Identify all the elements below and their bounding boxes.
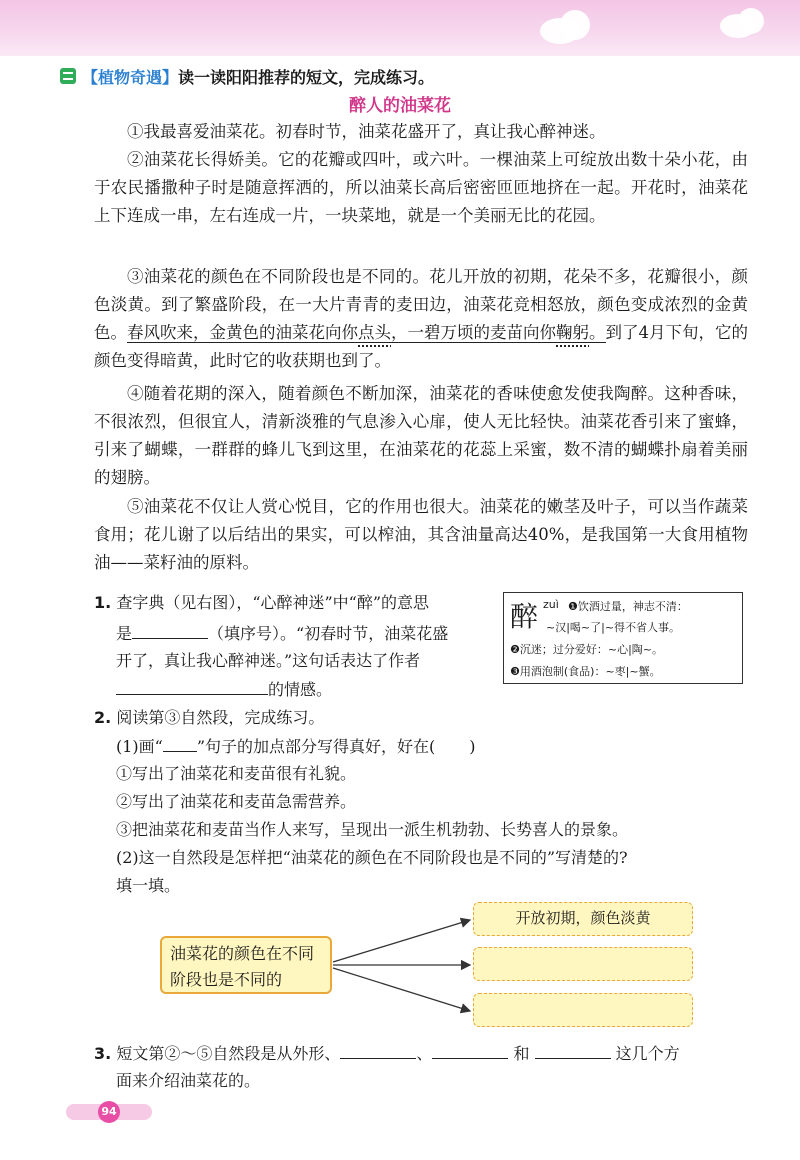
paragraph-2: ②油菜花长得娇美。它的花瓣或四叶，或六叶。一棵油菜上可绽放出数十朵小花，由于农民播撒种子时是随意挥洒的，所以油菜长高后密密匝匝地挤在一起。开花时，油菜花上下连成一串，左右连成一片，一块菜地，就是一个美丽无比的花园。: [94, 150, 748, 225]
paragraph-4: ④随着花期的深入，随着颜色不断加深，油菜花的香味使愈发使我陶醉。这种香味，不很浓烈，但很宜人，清新淡雅的气息渗入心扉，使人无比轻快。油菜花香引来了蜜蜂，引来了蝴蝶，一群群的蜂儿飞到这里，在油菜花的花蕊上采蜜，数不清的蝴蝶扑扇着美丽的翅膀。: [94, 384, 748, 487]
answer-blank[interactable]: [535, 1040, 611, 1059]
question-2-sub-2: (2)这一自然段是怎样把“油菜花的颜色在不同阶段也是不同的”写清楚的?: [116, 848, 628, 867]
dict-meaning-1: ❶饮酒过量，神志不清：: [568, 600, 688, 613]
question-number: 1.: [94, 593, 112, 612]
diagram-box-1[interactable]: 开放初期，颜色淡黄: [473, 902, 693, 936]
question-number: 2.: [94, 708, 112, 727]
paragraph-1: ①我最喜爱油菜花。初春时节，油菜花盛开了，真让我心醉神迷。: [127, 122, 606, 141]
question-3-line-2: 面来介绍油菜花的。: [116, 1071, 261, 1090]
dict-meaning-2: ❷沉迷；过分爱好：~心|陶~。: [510, 643, 664, 656]
dict-character: 醉: [510, 600, 539, 633]
section-instruction: 读一读阳阳推荐的短文，完成练习。: [178, 67, 435, 87]
underlined-sentence: 春风吹来，金黄色的油菜花向你点头，一碧万顷的麦苗向你鞠躬。: [127, 323, 606, 342]
question-2-title: 2. 阅读第③自然段，完成练习。: [94, 708, 325, 727]
paragraph-5: ⑤油菜花不仅让人赏心悦目，它的作用也很大。油菜花的嫩茎及叶子，可以当作蔬菜食用；花儿谢了以后结出的果实，可以榨油，其含油量高达40%，是我国第一大食用植物油——菜籽油的原料。: [94, 497, 748, 572]
dotted-word: 点头: [358, 323, 391, 342]
question-1-line-2: 是 （填序号）。“初春时节，油菜花盛: [116, 620, 448, 647]
dict-meaning-3: ❸用酒泡制(食品)：~枣|~蟹。: [510, 665, 661, 678]
section-tag: 【植物奇遇】: [82, 67, 179, 87]
answer-blank[interactable]: [340, 1040, 416, 1059]
paragraph-3-start: ③油菜花的颜色在不同阶段也是不同的。花儿开放的初期，花朵不多，花瓣很小，颜色淡黄。到了繁盛阶段，在一大片青青的麦田边，油菜花竞相怒放，颜色变成浓烈的金黄色。: [94, 267, 748, 342]
paragraph-3-end: 到了4月下旬，它的颜色变得暗黄，此时它的收获期也到了。: [94, 323, 748, 370]
diagram-box-3[interactable]: [473, 993, 693, 1027]
diagram-source-box: 油菜花的颜色在不同阶段也是不同的: [160, 936, 332, 994]
question-1-line-3: 开了，真让我心醉神迷。”这句话表达了作者: [116, 651, 421, 670]
diagram-box-2[interactable]: [473, 947, 693, 981]
question-number: 3.: [94, 1044, 112, 1063]
question-2-sub-1: (1)画“ ”句子的加点部分写得真好，好在( ): [116, 733, 476, 760]
answer-blank[interactable]: [432, 1040, 508, 1059]
question-1-line-1: 1. 查字典（见右图），“心醉神迷”中“醉”的意思: [94, 593, 430, 612]
option-2[interactable]: ②写出了油菜花和麦苗急需营养。: [116, 792, 357, 811]
dict-meaning-1-examples: ~汉|喝~了|~得不省人事。: [546, 621, 681, 634]
page-number: 94: [98, 1101, 120, 1123]
dict-pinyin: zuì: [543, 598, 559, 611]
question-3-line-1: 3. 短文第②～⑤自然段是从外形、 、 和 这几个方: [94, 1040, 680, 1067]
dotted-word: 鞠躬: [556, 323, 589, 342]
arrow-to-box-1: [333, 920, 470, 962]
question-1-line-4: 的情感。: [116, 676, 332, 703]
option-3[interactable]: ③把油菜花和麦苗当作人来写，呈现出一派生机勃勃、长势喜人的景象。: [116, 820, 629, 839]
arrow-to-box-3: [333, 968, 470, 1011]
question-2-fill-prompt: 填一填。: [116, 876, 181, 895]
article-title: 醉人的油菜花: [349, 96, 451, 116]
option-1[interactable]: ①写出了油菜花和麦苗很有礼貌。: [116, 764, 357, 783]
